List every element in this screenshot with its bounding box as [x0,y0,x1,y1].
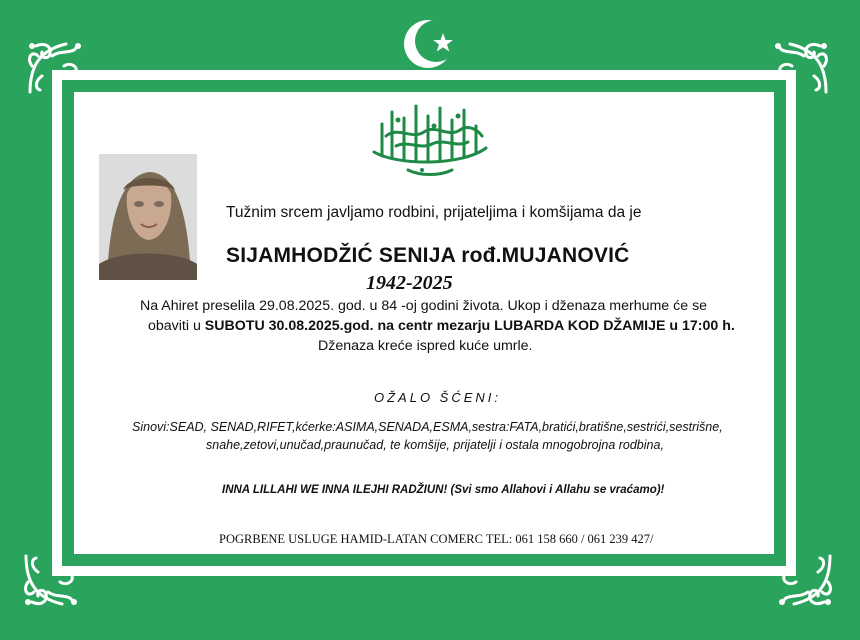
crescent-star-icon [400,14,464,74]
intro-text: Tužnim srcem javljamo rodbini, prijateljima i komšijama da je [226,204,642,221]
deceased-name: SIJAMHODŽIĆ SENIJA rođ.MUJANOVIĆ [226,244,630,267]
mourners-heading: OŽALO ŠĆENI: [374,390,502,405]
corner-ornament-bottom-right-icon [774,548,838,612]
funeral-date-location: SUBOTU 30.08.2025.god. na centr mezarju LUBARDA KOD DŽAMIJE u 17:00 h. [204,318,735,334]
arabic-calligraphy-icon [368,96,492,176]
mourners-list-line-2: snahe,zetovi,unučad,praunučad, te komšije, prijatelji i ostala mnogobrojna rodbina, [206,438,664,452]
corner-ornament-bottom-left-icon [18,548,82,612]
funeral-service-footer: POGRBENE USLUGE HAMID-LATAN COMERC TEL: 061 158 660 / 061 239 427/ [219,532,654,546]
death-details-line: Na Ahiret preselila 29.08.2025. god. u 84 -oj godini života. Ukop i dženaza merhume će se [140,298,708,314]
funeral-details-line [148,318,735,334]
life-years: 1942-2025 [366,272,453,294]
procession-line: Dženaza kreće ispred kuće umrle. [318,338,533,354]
funeral-details-prefix: obaviti u [148,318,205,334]
prayer-text: INNA LILLAHI WE INNA ILEJHI RADŽIUN! (Svi smo Allahovi i Allahu se vraćamo)! [222,484,665,496]
corner-ornament-top-right-icon [770,36,834,100]
corner-ornament-top-left-icon [22,36,86,100]
mourners-list-line-1: Sinovi:SEAD, SENAD,RIFET,kćerke:ASIMA,SENADA,ESMA,sestra:FATA,bratići,bratišne,sestrići,sestrišne, [132,420,723,434]
deceased-portrait-photo [99,154,197,280]
